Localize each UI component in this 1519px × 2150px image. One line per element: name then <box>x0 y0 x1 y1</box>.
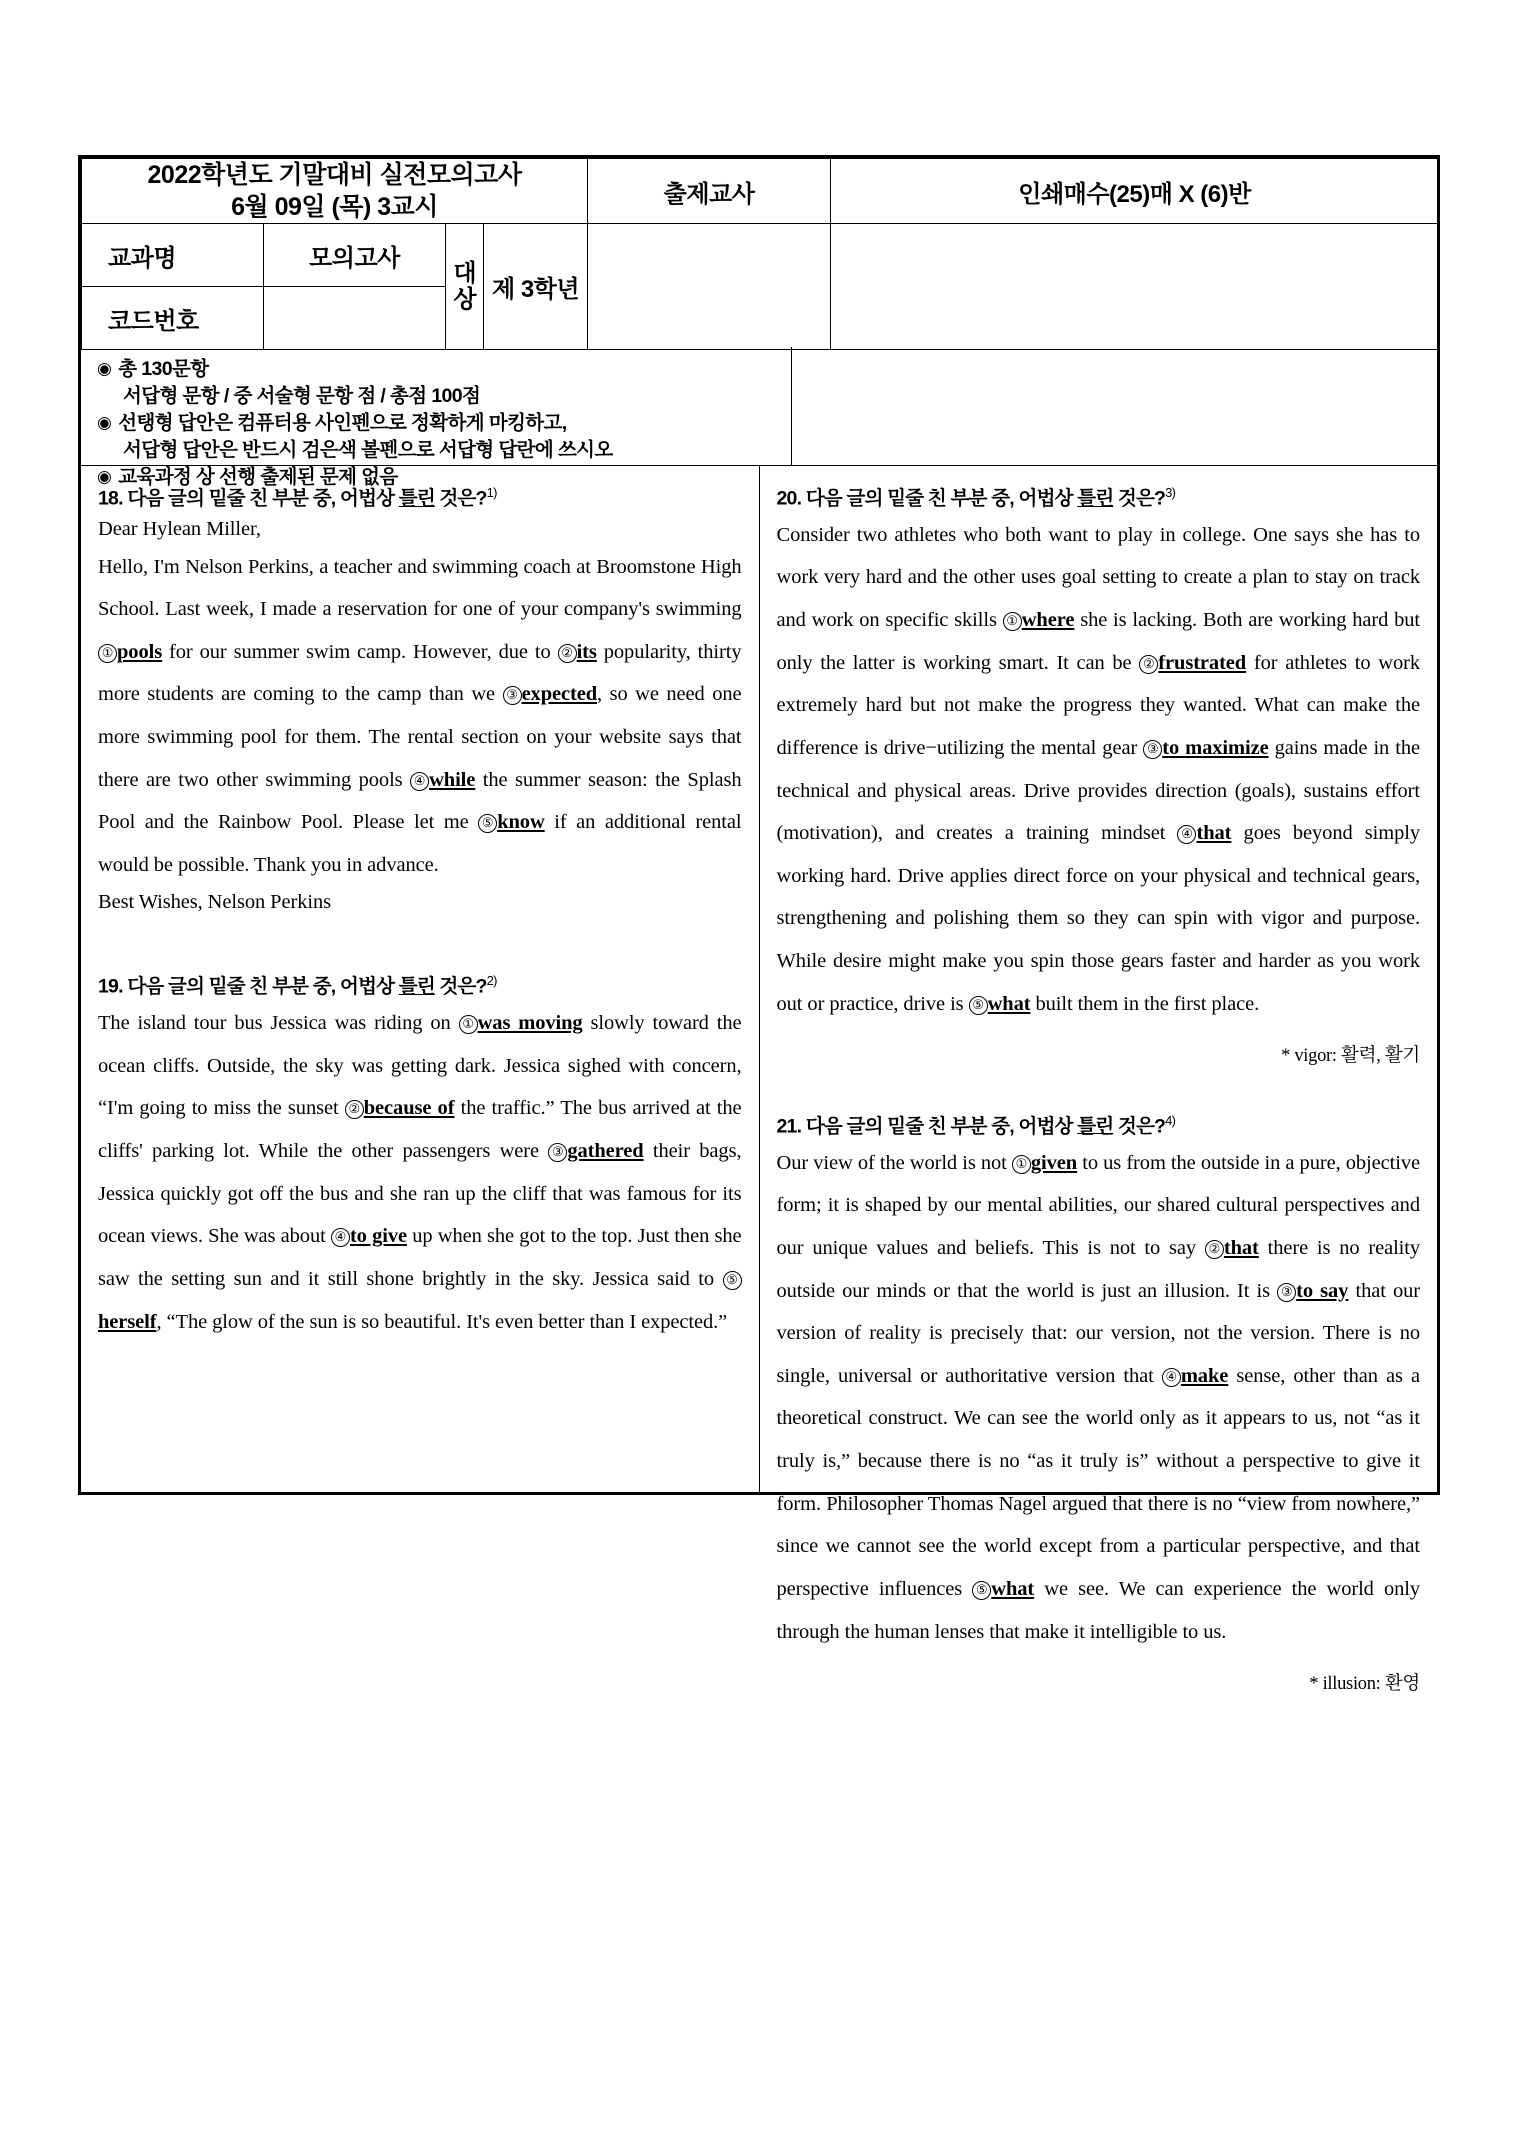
q18-choice-5[interactable] <box>478 811 544 833</box>
code-value-cell[interactable] <box>264 287 446 350</box>
question-20-footnote-marker: 3) <box>1165 485 1176 500</box>
question-20-title <box>777 484 1421 512</box>
circled-number-4: ④ <box>410 772 429 791</box>
question-21 <box>777 1112 1421 1695</box>
q20-choice-4-text: that <box>1196 822 1232 845</box>
q20-choice-2-text: frustrated <box>1158 651 1247 674</box>
code-label-cell: 코드번호 <box>82 287 264 350</box>
question-18 <box>98 484 742 918</box>
question-21-prompt-a: 다음 글의 밑줄 친 부분 중, 어법상 <box>805 1115 1078 1138</box>
question-18-prompt-underline: 틀린 <box>398 487 435 510</box>
q20-text-3: for athletes to work extremely hard but not make the progress they wanted. What can make the difference is drive−utilizing the mental gear <box>776 651 1420 759</box>
q18-choice-3[interactable] <box>503 683 597 705</box>
question-20-gloss: * vigor: 활력, 활기 <box>1281 1046 1420 1067</box>
bullet-icon: ◉ <box>97 359 112 378</box>
circled-number-4: ④ <box>331 1228 350 1247</box>
teacher-value-cell[interactable] <box>588 224 831 350</box>
q19-text-1: The island tour bus Jessica was riding on <box>98 1012 459 1035</box>
q18-text-6: if an additional rental would be possible. Thank you in advance. <box>98 811 742 876</box>
question-19-prompt-a: 다음 글의 밑줄 친 부분 중, 어법상 <box>127 975 399 998</box>
circled-number-3: ③ <box>503 686 522 705</box>
question-19-title <box>98 972 742 1000</box>
circled-number-1: ① <box>1012 1155 1031 1174</box>
question-19 <box>98 972 742 1343</box>
print-count-cell: 인쇄매수(25)매 X (6)반 <box>831 159 1439 224</box>
exam-title-cell <box>82 159 588 224</box>
question-18-footnote-marker: 1) <box>486 485 497 500</box>
subject-value-cell: 모의고사 <box>264 224 446 287</box>
q19-text-4: their bags, Jessica quickly got off the bus and she ran up the cliff that was famous for its ocean views. She was about <box>98 1140 742 1248</box>
question-18-closing: Best Wishes, Nelson Perkins <box>98 890 331 913</box>
subject-label-cell: 교과명 <box>82 224 264 287</box>
question-19-prompt-underline: 틀린 <box>398 975 435 998</box>
notice-text-5: 교육과정 상 선행 출제된 문제 없음 <box>118 465 398 488</box>
q18-text-1: Hello, I'm Nelson Perkins, a teacher and swimming coach at Broomstone High School. Last week, I made a reservation for one of your company's swimming <box>98 555 742 621</box>
question-18-number: 18. <box>98 487 123 510</box>
question-21-prompt-underline: 틀린 <box>1077 1115 1114 1138</box>
question-20 <box>777 484 1421 1067</box>
target-label-cell <box>446 224 484 350</box>
q19-choice-4-text: to give <box>349 1225 407 1248</box>
q19-choice-4[interactable] <box>331 1225 407 1247</box>
circled-number-5: ⑤ <box>478 814 497 833</box>
question-18-salutation: Dear Hylean Miller, <box>98 517 261 540</box>
q18-text-2: for our summer swim camp. However, due to <box>162 640 558 663</box>
q20-choice-5-text: what <box>987 992 1031 1015</box>
q20-choice-1-text: where <box>1021 609 1075 632</box>
circled-number-5: ⑤ <box>969 996 988 1015</box>
header-row-title <box>82 159 1439 224</box>
circled-number-4: ④ <box>1162 1368 1181 1387</box>
q21-text-5: sense, other than as a theoretical construct. We can see the world only as it appears to us, not “as it truly is,” because there is no “as it truly is” without a perspective to give it form. Philosopher Thomas Nagel argued that there is no “view from nowhere,” since we cannot see the world except from a particular perspective, and that perspective influences <box>776 1364 1420 1600</box>
q18-text-4: , so we need one more swimming pool for them. The rental section on your website says that there are two other swimming pools <box>98 683 742 791</box>
circled-number-2: ② <box>558 644 577 663</box>
bullet-icon: ◉ <box>97 466 112 486</box>
q19-choice-5-text: herself <box>98 1310 157 1333</box>
q20-text-1: Consider two athletes who both want to play in college. One says she has to work very hard and the other uses goal setting to create a plan to stay on track and work on specific skills <box>776 523 1420 632</box>
circled-number-1: ① <box>1003 612 1022 631</box>
question-21-number: 21. <box>776 1115 802 1138</box>
circled-number-3: ③ <box>548 1143 567 1162</box>
notice-row <box>81 347 1437 488</box>
q21-text-6: we see. We can experience the world only through the human lenses that make it intelligible to us. <box>776 1577 1420 1643</box>
q21-choice-5[interactable] <box>972 1578 1034 1600</box>
circled-number-2: ② <box>1205 1240 1224 1259</box>
q19-choice-2-text: because of <box>363 1097 455 1120</box>
question-19-number: 19. <box>98 975 123 998</box>
question-20-number: 20. <box>776 487 802 510</box>
notice-blank-cell <box>792 347 1437 466</box>
circled-number-1: ① <box>98 644 117 663</box>
q20-text-2: she is lacking. Both are working hard but only the latter is working smart. It can be <box>776 609 1421 674</box>
q21-text-4: that our version of reality is precisely that: our version, not the version. There is no single, universal or authoritative version that <box>776 1279 1420 1387</box>
q21-choice-4-text: make <box>1180 1364 1229 1387</box>
circled-number-2: ② <box>345 1100 364 1119</box>
q19-choice-2[interactable] <box>345 1097 455 1119</box>
q19-text-5: up when she got to the top. Just then she saw the setting sun and it still shone brightly in the sky. Jessica said to <box>98 1225 742 1290</box>
question-21-footnote-marker: 4) <box>1165 1112 1176 1128</box>
question-20-prompt-underline: 틀린 <box>1077 487 1114 510</box>
question-20-prompt-b: 것은? <box>1113 487 1166 510</box>
q21-text-1: Our view of the world is not <box>776 1151 1012 1174</box>
q21-choice-5-text: what <box>991 1577 1035 1600</box>
notice-item-2 <box>97 383 791 410</box>
q19-choice-1[interactable] <box>459 1012 583 1034</box>
question-19-passage <box>98 1002 742 1343</box>
q19-text-2: slowly toward the ocean cliffs. Outside, the sky was getting dark. Jessica sighed with concern, “I'm going to miss the sunset <box>98 1012 742 1120</box>
q20-text-4: gains made in the technical and physical areas. Drive provides direction (goals), sustains effort (motivation), and creates a training mindset <box>776 736 1420 845</box>
question-18-title <box>98 484 742 512</box>
notice-text-1: 총 130문항 <box>118 358 209 380</box>
circled-number-3: ③ <box>1143 740 1162 759</box>
q18-choice-4-text: while <box>429 768 476 791</box>
column-right <box>760 466 1438 1695</box>
q21-choice-2[interactable] <box>1205 1237 1259 1259</box>
circled-number-5: ⑤ <box>723 1271 742 1290</box>
circled-number-1: ① <box>459 1015 478 1034</box>
q18-choice-2-text: its <box>576 640 597 663</box>
exam-header-table <box>81 158 1439 350</box>
q21-choice-3-text: to say <box>1296 1279 1349 1302</box>
notice-box <box>81 347 792 488</box>
q18-choice-5-text: know <box>497 811 545 834</box>
notice-text-3: 선탱형 답안은 컴퓨터용 사인펜으로 정확하게 마킹하고, <box>118 411 567 434</box>
q20-choice-2[interactable] <box>1139 652 1246 674</box>
exam-sheet <box>78 155 1440 1695</box>
notice-text-2: 서답형 문항 / 중 서술형 문항 점 / 총점 100점 <box>123 384 481 407</box>
q18-choice-1[interactable] <box>98 641 162 663</box>
q21-choice-2-text: that <box>1223 1236 1259 1259</box>
q21-text-3: there is no reality outside our minds or that the world is just an illusion. It is <box>776 1236 1421 1302</box>
q18-choice-1-text: pools <box>117 640 163 663</box>
q19-choice-3[interactable] <box>548 1140 643 1162</box>
target-label-char1: 대 <box>453 260 476 288</box>
question-18-passage <box>98 546 742 887</box>
q18-choice-2[interactable] <box>558 641 597 663</box>
question-20-prompt-a: 다음 글의 밑줄 친 부분 중, 어법상 <box>805 487 1078 510</box>
circled-number-3: ③ <box>1277 1283 1296 1302</box>
spacer <box>777 1086 1421 1112</box>
question-21-passage <box>777 1142 1421 1654</box>
q20-text-6: built them in the first place. <box>1030 992 1260 1015</box>
q18-choice-3-text: expected <box>521 683 598 706</box>
q20-choice-5[interactable] <box>969 993 1031 1015</box>
q20-text-5: goes beyond simply working hard. Drive applies direct force on your physical and technical gears, strengthening and polishing them so they can spin with vigor and purpose. While desire might make you spin those gears faster and harder as you work out or practice, drive is <box>776 822 1421 1015</box>
circled-number-5: ⑤ <box>972 1581 991 1600</box>
notice-item-4 <box>97 437 791 464</box>
q21-text-2: to us from the outside in a pure, objective form; it is shaped by our mental abilities, our shared cultural perspectives and our unique values and beliefs. This is not to say <box>776 1151 1420 1259</box>
column-left <box>81 466 760 1492</box>
q19-text-6: , “The glow of the sun is so beautiful. It's even better than I expected.” <box>156 1310 728 1333</box>
q21-choice-1[interactable] <box>1012 1152 1077 1174</box>
q19-choice-3-text: gathered <box>567 1140 644 1163</box>
question-21-gloss: * illusion: 환영 <box>1309 1674 1420 1695</box>
question-21-prompt-b: 것은? <box>1113 1115 1166 1138</box>
q20-choice-3-text: to maximize <box>1162 736 1269 759</box>
question-18-prompt-b: 것은? <box>434 487 487 510</box>
q19-choice-1-text: was moving <box>477 1012 583 1035</box>
question-20-passage <box>777 514 1421 1026</box>
notice-item-1 <box>97 356 791 383</box>
question-18-prompt-a: 다음 글의 밑줄 친 부분 중, 어법상 <box>127 487 399 510</box>
circled-number-4: ④ <box>1177 825 1196 844</box>
target-label-char2: 상 <box>453 285 476 313</box>
bullet-icon: ◉ <box>97 412 112 432</box>
teacher-label-cell: 출제교사 <box>588 159 831 224</box>
q21-choice-4[interactable] <box>1162 1365 1228 1387</box>
q21-choice-3[interactable] <box>1277 1280 1348 1302</box>
q18-text-5: the summer season: the Splash Pool and the Rainbow Pool. Please let me <box>98 768 742 834</box>
question-21-title <box>777 1112 1421 1140</box>
q20-choice-3[interactable] <box>1143 737 1268 759</box>
q21-choice-1-text: given <box>1030 1151 1078 1174</box>
exam-title-line1: 2022학년도 기말대비 실전모의고사 <box>147 161 522 189</box>
exam-title-line2: 6월 09일 (목) 3교시 <box>231 193 438 221</box>
circled-number-2: ② <box>1139 655 1158 674</box>
notice-text-4: 서답형 답안은 반드시 검은색 볼펜으로 서답형 답란에 쓰시오 <box>123 438 613 461</box>
q18-choice-4[interactable] <box>410 769 475 791</box>
header-row-subject <box>82 224 1439 287</box>
question-19-prompt-b: 것은? <box>434 975 487 998</box>
print-value-cell[interactable] <box>831 224 1439 350</box>
notice-item-3 <box>97 410 791 437</box>
q18-text-3: popularity, thirty more students are coming to the camp than we <box>98 640 742 706</box>
q20-choice-1[interactable] <box>1003 609 1075 631</box>
grade-value-cell: 제 3학년 <box>484 224 588 350</box>
q19-text-3: the traffic.” The bus arrived at the cliffs' parking lot. While the other passengers were <box>98 1097 742 1163</box>
question-19-footnote-marker: 2) <box>486 973 497 989</box>
spacer <box>98 918 742 972</box>
q20-choice-4[interactable] <box>1177 822 1231 844</box>
question-columns <box>81 466 1437 1695</box>
